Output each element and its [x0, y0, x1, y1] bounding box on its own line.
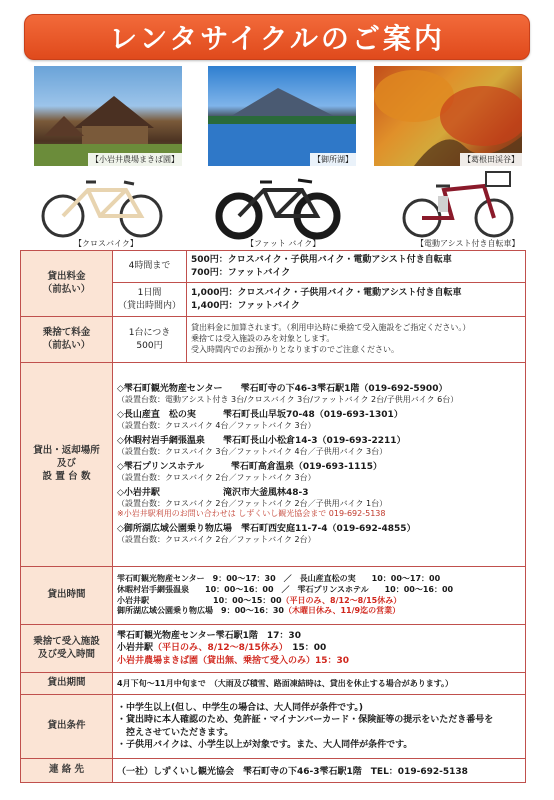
conditions-list [113, 695, 526, 759]
fee-period-label: 4時間まで [128, 261, 171, 272]
rental-info-table [20, 250, 526, 783]
fee-header-line: （前払い） [42, 283, 91, 295]
location-address: 雫石町西安庭11-7-4（019-692-4855） [240, 524, 416, 535]
fee-period-4h [113, 251, 187, 283]
accept-header [21, 625, 113, 673]
location-address: 雫石町長山小松倉14-3（019-693-2211） [222, 435, 406, 446]
cross-bike-image [38, 168, 168, 240]
dropoff-note: 乗捨ては受入施設のみを対象とします。 [191, 334, 335, 344]
location-detail: （設置台数：クロスバイク 2台／ファットバイク 2台） [117, 535, 316, 545]
location-detail: （設置台数：クロスバイク 4台／ファットバイク 3台） [117, 420, 316, 430]
hours-row [21, 567, 526, 625]
hours-header: 貸出時間 [21, 567, 113, 625]
dropoff-header-line: 乗捨て料金 [42, 326, 91, 338]
accept-line-time: 15：00 [283, 643, 327, 654]
locations-header-line: 設 置 台 数 [42, 470, 91, 482]
location-item [117, 383, 521, 406]
location-address: 雫石町高倉温泉（019-693-1115） [230, 461, 382, 472]
dropoff-per-line: 500円 [136, 340, 163, 351]
fee-price-line: 1,400円：ファットバイク [191, 300, 300, 311]
location-name: ◇御所湖広域公園乗り物広場 [117, 524, 232, 535]
contact-row [21, 759, 526, 783]
dropoff-row [21, 317, 526, 363]
location-detail: （設置台数：電動アシスト付き 3台/クロスバイク 3台/ファットバイク 2台/子供用バイク 6台） [117, 394, 459, 404]
photo-caption: 【御所湖】 [310, 153, 356, 166]
locations-header-line: 貸出・返却場所 [33, 445, 100, 457]
bike-caption: 【クロスバイク】 [74, 239, 138, 248]
location-item [117, 435, 521, 458]
hours-line-note: （木曜日休み、11/9迄の営業） [283, 606, 401, 616]
fee-price-line: 1,000円：クロスバイク・子供用バイク・電動アシスト付き自転車 [191, 288, 462, 299]
fee-prices-1day [187, 283, 526, 317]
location-name: ◇雫石プリンスホテル [117, 461, 204, 472]
locations-header [21, 363, 113, 567]
accept-line: 小岩井駅 [117, 643, 154, 654]
dropoff-per-unit [113, 317, 187, 363]
dropoff-note: 貸出料金に加算されます。（利用申込時に乗捨て受入施設をご指定ください。） [191, 323, 471, 333]
dropoff-header-line: （前払い） [42, 339, 91, 351]
location-address: 滝沢市大釜風林48-3 [222, 487, 309, 498]
location-detail: （設置台数：クロスバイク 2台／ファットバイク 2台／子供用バイク 1台） [117, 498, 388, 508]
photo-caption: 【小岩井農場まきば園】 [88, 153, 182, 166]
location-detail: （設置台数：クロスバイク 3台／ファットバイク 4台／子供用バイク 3台） [117, 446, 388, 456]
locations-list [113, 363, 526, 567]
accept-header-line: 乗捨て受入施設 [33, 635, 100, 647]
dropoff-per-line: 1台につき [128, 328, 171, 339]
fee-header [21, 251, 113, 317]
photo-caption: 【葛根田渓谷】 [460, 153, 522, 166]
page-title-banner [24, 14, 530, 60]
lake-mountain-image [208, 66, 356, 166]
condition-line: ・貸出時に本人確認のため、免許証・マイナンバーカード・保険証等の提示をいただき番号を [117, 715, 494, 726]
conditions-header: 貸出条件 [21, 695, 113, 759]
accept-line-note: （平日のみ、8/12～8/15休み） [153, 643, 284, 654]
location-address: 雫石町長山早坂70-48（019-693-1301） [222, 409, 403, 420]
farm-barn-image [34, 66, 182, 166]
photo-kakkonda-valley [374, 66, 522, 166]
fee-price-line: 500円：クロスバイク・子供用バイク・電動アシスト付き自転車 [191, 255, 452, 266]
contact-text: （一社）しずくいし観光協会 雫石町寺の下46-3雫石駅1階 TEL：019-692-5138 [113, 759, 526, 783]
accept-list [113, 625, 526, 673]
location-item [117, 461, 521, 484]
fee-prices-4h [187, 251, 526, 283]
location-item [117, 487, 521, 521]
conditions-row [21, 695, 526, 759]
fee-period-label: 1日間 [137, 288, 162, 299]
accept-line: 小岩井農場まきば園（貸出無、乗捨て受入のみ）15：30 [117, 655, 350, 666]
location-item [117, 523, 521, 546]
fee-period-label: （貸出時間内） [117, 300, 181, 311]
accept-header-line: 及び受入時間 [37, 648, 95, 660]
bike-caption: 【ファット バイク】 [246, 239, 321, 248]
location-name: ◇長山産直 松の実 [117, 409, 196, 420]
period-text: 4月下旬～11月中旬まで （大雨及び積雪、路面凍結時は、貸出を休止する場合があります。） [113, 673, 526, 695]
hours-line-note: （平日のみ、8/12～8/15休み） [281, 595, 402, 605]
location-detail: （設置台数：クロスバイク 2台／ファットバイク 3台） [117, 472, 316, 482]
dropoff-note: 受入時間内でのお預かりとなりますのでご注意ください。 [191, 344, 399, 354]
fee-row-4h [21, 251, 526, 283]
bike-caption: 【電動アシスト付き自転車】 [416, 239, 520, 248]
fee-header-line: 貸出料金 [47, 270, 86, 282]
condition-line: ・中学生以上(但し、中学生の場合は、大人同伴が条件です。) [117, 703, 364, 714]
location-note: ※小岩井駅利用のお問い合わせは しずくいし観光協会まで 019-692-5138 [117, 509, 386, 519]
photo-koiwai-farm [34, 66, 182, 166]
accept-line: 雫石町観光物産センター雫石駅1階 17：30 [117, 631, 301, 642]
hours-list [113, 567, 526, 625]
hours-line: 雫石町観光物産センター 9：00～17：30 ／ 長山産直松の実 10：00～17：00 [117, 573, 441, 583]
fat-bike-image [214, 168, 344, 240]
locations-row [21, 363, 526, 567]
dropoff-notes [187, 317, 526, 363]
location-name: ◇雫石町観光物産センター [117, 383, 223, 394]
autumn-valley-image [374, 66, 522, 166]
locations-header-line: 及び [56, 458, 76, 470]
location-item [117, 409, 521, 432]
location-name: ◇休暇村岩手網張温泉 [117, 435, 205, 446]
hours-line: 小岩井駅 10：00～15：00 [117, 595, 282, 605]
fee-period-1day [113, 283, 187, 317]
contact-header: 連 絡 先 [21, 759, 113, 783]
page-title: レンタサイクルのご案内 [109, 22, 445, 55]
photo-gosho-lake [208, 66, 356, 166]
fee-price-line: 700円：ファットバイク [191, 267, 291, 278]
location-address: 雫石町寺の下46-3雫石駅1階（019-692-5900） [240, 383, 448, 394]
accept-row [21, 625, 526, 673]
dropoff-header [21, 317, 113, 363]
hours-line: 御所湖広域公園乗り物広場 9：00～16：30 [117, 606, 284, 616]
location-name: ◇小岩井駅 [117, 487, 160, 498]
condition-line: 控えさせていただきます。 [117, 727, 234, 738]
condition-line: ・子供用バイクは、小学生以上が対象です。また、大人同伴が条件です。 [117, 739, 413, 750]
period-header: 貸出期間 [21, 673, 113, 695]
electric-assist-bike-image [394, 168, 524, 240]
hours-line: 休暇村岩手網張温泉 10：00～16：00 ／ 雫石プリンスホテル 10：00～16：00 [117, 584, 454, 594]
period-row [21, 673, 526, 695]
